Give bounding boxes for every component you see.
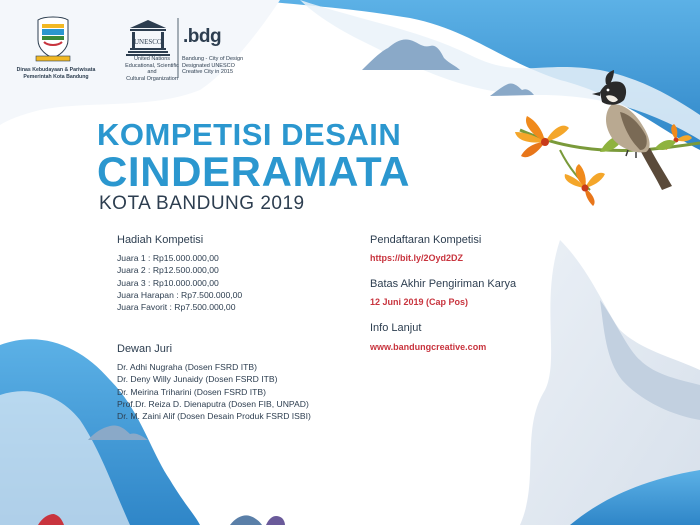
registration-link[interactable]: https://bit.ly/2Oyd2DZ [370, 253, 464, 263]
jury-heading: Dewan Juri [117, 343, 173, 355]
title-line-2: CINDERAMATA [97, 148, 411, 195]
pemkot-caption-line2: Pemerintah Kota Bandung [23, 73, 89, 80]
prize-item: Juara 1 : Rp15.000.000,00 [117, 253, 219, 263]
bdg-caption-line3: Creative City in 2015 [182, 69, 234, 75]
jury-item: Dr. Deny Willy Junaidy (Dosen FSRD ITB) [117, 374, 278, 385]
deadline-value: 12 Juni 2019 (Cap Pos) [370, 297, 469, 307]
jury-list [117, 361, 311, 422]
pemkot-caption-line1: Dinas Kebudayaan & Pariwisata [16, 67, 96, 73]
unesco-caption-line2: Educational, Scientific and [125, 62, 179, 75]
prize-list [117, 252, 242, 313]
unesco-logo-text: UNESCO [133, 38, 163, 46]
jury-item: Dr. M. Zaini Alif (Dosen Desain Produk FSRD ISBI) [117, 411, 311, 422]
orange-flower-icon [515, 116, 700, 206]
title-line-1: KOMPETISI DESAIN [97, 117, 402, 152]
prize-heading: Hadiah Kompetisi [117, 234, 204, 246]
bdg-logo-text: .bdg [183, 26, 222, 47]
info-heading: Info Lanjut [370, 322, 422, 334]
unesco-caption [124, 56, 180, 82]
prize-item: Juara Harapan : Rp7.500.000,00 [117, 289, 243, 300]
bottom-accent-blue [230, 515, 262, 525]
jury-item: Dr. Adhi Nugraha (Dosen FSRD ITB) [117, 362, 257, 372]
pemkot-caption [6, 67, 106, 80]
unesco-caption-line3: Cultural Organization [126, 75, 178, 82]
prize-item: Juara 2 : Rp12.500.000,00 [117, 265, 219, 276]
bdg-caption-line2: Designated UNESCO [182, 62, 235, 69]
bdg-caption [182, 56, 260, 76]
jury-item: Prof.Dr. Reiza D. Dienaputra (Dosen FIB, UNPAD) [117, 398, 309, 409]
unesco-caption-line1: United Nations [133, 56, 171, 62]
prize-item: Juara 3 : Rp10.000.000,00 [117, 277, 219, 288]
deadline-heading: Batas Akhir Pengiriman Karya [370, 278, 517, 290]
prize-item: Juara Favorit : Rp7.500.000,00 [117, 302, 236, 313]
bdg-caption-line1: Bandung - City of Design [182, 56, 244, 62]
registration-heading: Pendaftaran Kompetisi [370, 234, 482, 246]
title-line-3: KOTA BANDUNG 2019 [99, 193, 305, 214]
bottom-accent-purple [266, 516, 285, 525]
info-website-link[interactable]: www.bandungcreative.com [370, 342, 487, 352]
jury-item: Dr. Meirina Triharini (Dosen FSRD ITB) [117, 386, 266, 397]
